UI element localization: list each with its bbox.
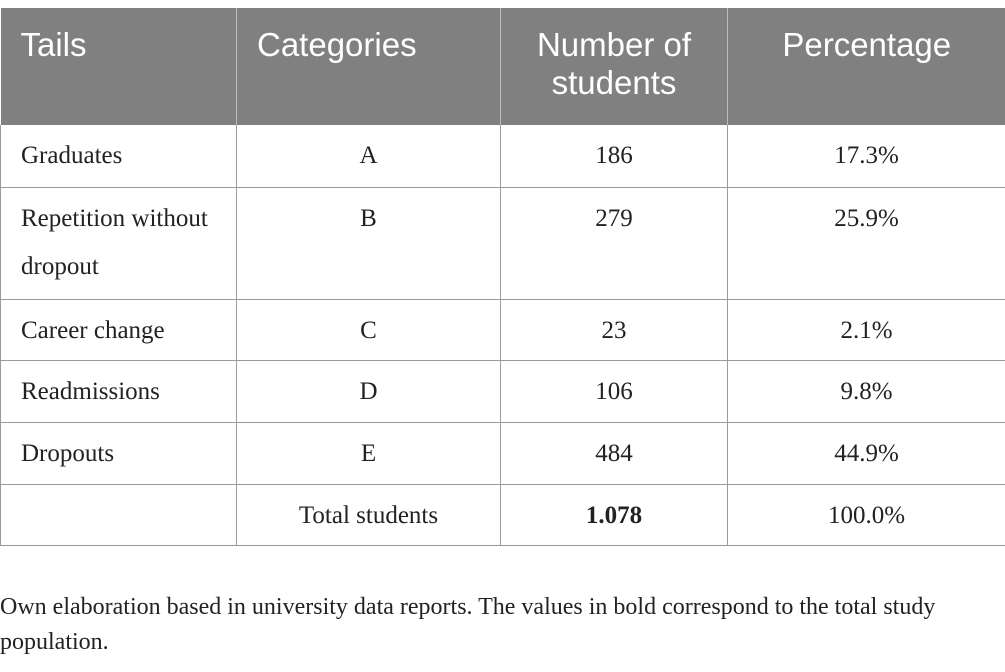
cell-total-label: Total students xyxy=(237,484,501,545)
table-row xyxy=(1,125,1005,187)
cell-tail: Dropouts xyxy=(1,422,237,484)
header-categories: Categories xyxy=(237,8,501,125)
table-row xyxy=(1,422,1005,484)
cell-category: A xyxy=(237,125,501,187)
cell-total-percentage: 100.0% xyxy=(728,484,1005,545)
cell-number: 106 xyxy=(501,360,728,422)
header-percentage: Percentage xyxy=(728,8,1005,125)
header-tails: Tails xyxy=(1,8,237,125)
header-number-of-students: Number of students xyxy=(501,8,728,125)
cell-category: C xyxy=(237,299,501,360)
cell-percentage: 25.9% xyxy=(728,187,1005,299)
cell-total-number: 1.078 xyxy=(501,484,728,545)
cell-tail: Career change xyxy=(1,299,237,360)
students-table xyxy=(0,8,1005,546)
cell-tail: Readmissions xyxy=(1,360,237,422)
table-header xyxy=(1,8,1005,125)
table-row xyxy=(1,360,1005,422)
cell-number: 23 xyxy=(501,299,728,360)
cell-percentage: 2.1% xyxy=(728,299,1005,360)
total-row xyxy=(1,484,1005,545)
header-row xyxy=(1,8,1005,125)
cell-total-tail xyxy=(1,484,237,545)
cell-category: D xyxy=(237,360,501,422)
cell-tail: Graduates xyxy=(1,125,237,187)
cell-number: 186 xyxy=(501,125,728,187)
cell-category: B xyxy=(237,187,501,299)
table-caption: Own elaboration based in university data reports. The values in bold correspond to the total study population. xyxy=(0,594,936,655)
cell-category: E xyxy=(237,422,501,484)
cell-percentage: 44.9% xyxy=(728,422,1005,484)
cell-percentage: 17.3% xyxy=(728,125,1005,187)
table-body xyxy=(1,125,1005,545)
data-table-container xyxy=(0,8,1005,546)
cell-number: 279 xyxy=(501,187,728,299)
cell-number: 484 xyxy=(501,422,728,484)
cell-percentage: 9.8% xyxy=(728,360,1005,422)
table-row xyxy=(1,299,1005,360)
table-row xyxy=(1,187,1005,299)
cell-tail: Repetition without dropout xyxy=(1,187,237,299)
